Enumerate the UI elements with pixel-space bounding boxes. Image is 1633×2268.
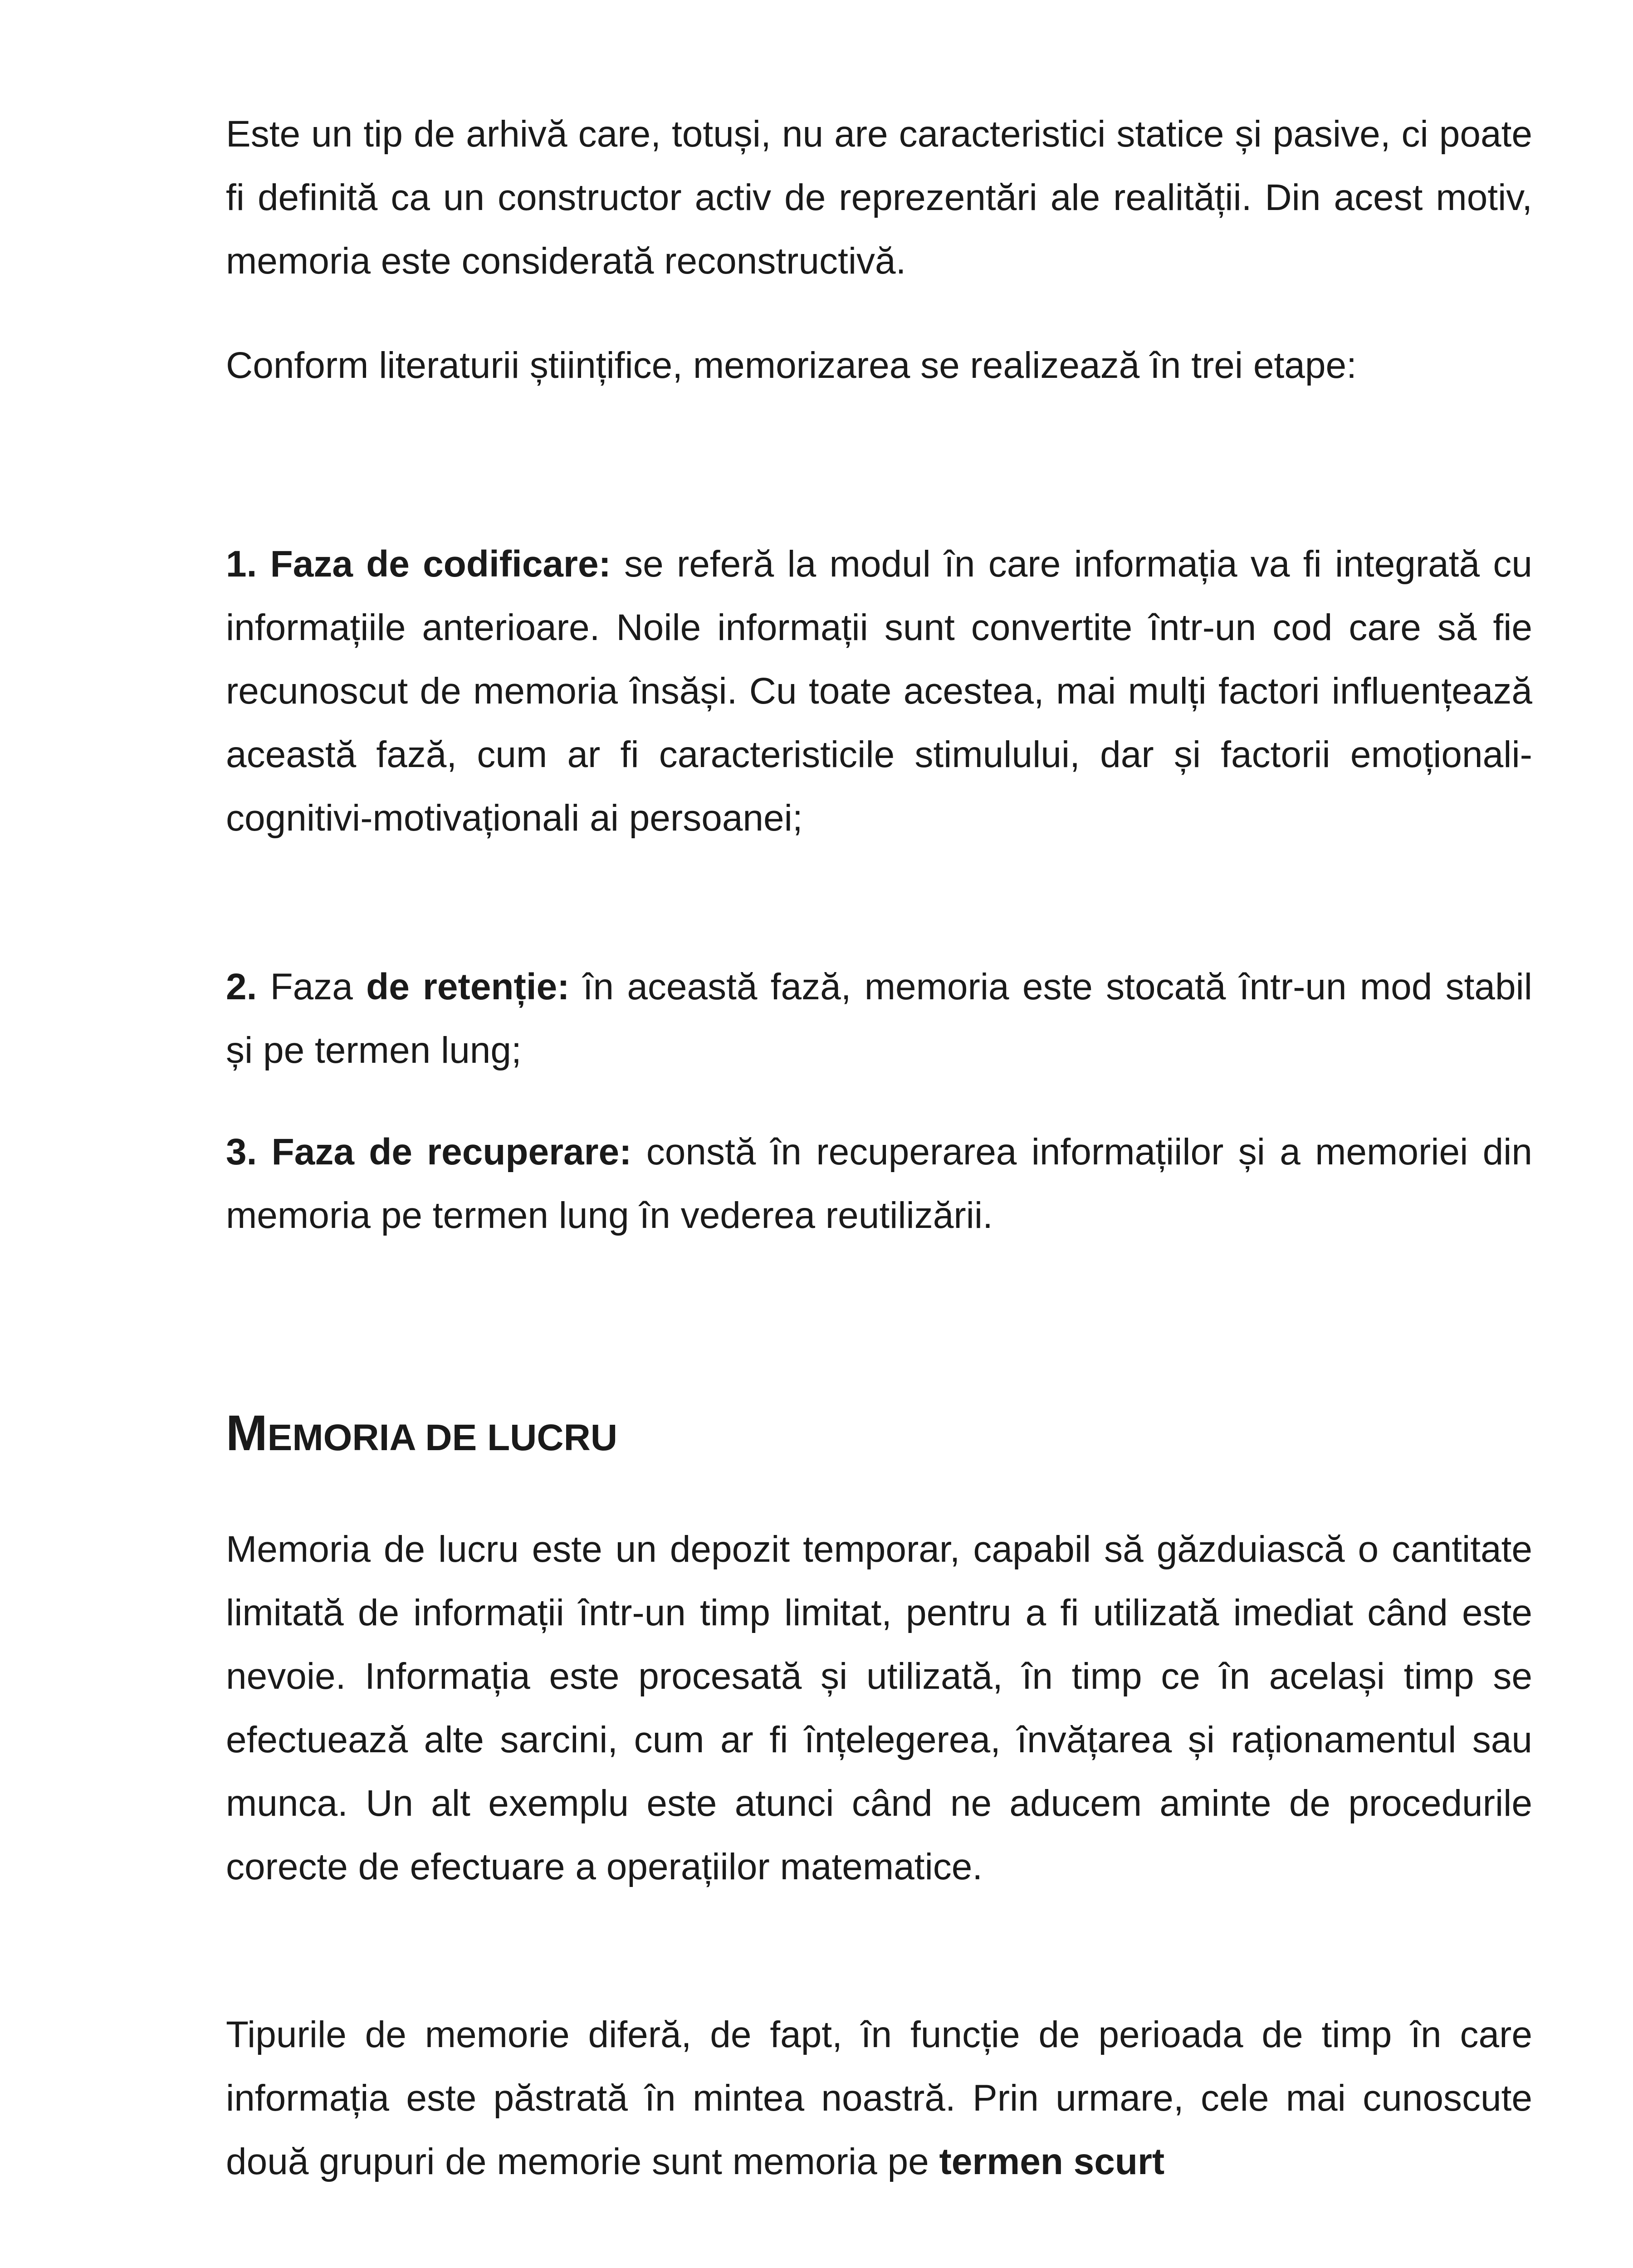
memory-types-text: Tipurile de memorie diferă, de fapt, în funcție de perioada de timp în care informația este păstrată în mintea noastră. Prin urmare, cele mai cunoscute două grupuri de memorie sunt memoria pe [226, 2014, 1532, 2182]
working-memory-paragraph [226, 1518, 1532, 1899]
stages-intro-paragraph [226, 334, 1532, 397]
phase-2-number: 2. [226, 966, 257, 1007]
intro-text: Este un tip de arhivă care, totuși, nu are caracteristici statice și pasive, ci poate fi definită ca un constructor activ de reprezentări ale realității. Din acest motiv, memoria este considerată reconstructivă. [226, 113, 1532, 282]
heading-rest: EMORIA DE LUCRU [267, 1417, 618, 1458]
short-term-bold: termen scurt [939, 2141, 1165, 2182]
phase-1-label: 1. Faza de codificare: [226, 543, 611, 585]
working-memory-text: Memoria de lucru este un depozit temporar, capabil să găzduiască o cantitate limitată de informații într-un timp limitat, pentru a fi utilizată imediat când este nevoie. Informația este procesată și utilizată, în timp ce în același timp se efectuează alte sarcini, cum ar fi înțelegerea, învățarea și raționamentul sau munca. Un alt exemplu este atunci când ne aducem aminte de procedurile corecte de efectuare a operațiilor matematice. [226, 1529, 1532, 1887]
stages-intro-text: Conform literaturii științifice, memorizarea se realizează în trei etape: [226, 345, 1357, 386]
phase-1-paragraph [226, 533, 1532, 850]
intro-paragraph [226, 103, 1532, 293]
memory-types-paragraph [226, 2003, 1532, 2194]
phase-3-paragraph [226, 1120, 1532, 1247]
phase-2-label: de retenție: [366, 966, 570, 1007]
phase-2-text: în această fază, memoria este stocată într-un mod stabil și pe termen lung; [226, 966, 1532, 1071]
phase-3-label: 3. Faza de recuperare: [226, 1131, 632, 1173]
phase-2-paragraph [226, 955, 1532, 1082]
phase-2-prefix: Faza [257, 966, 367, 1007]
section-heading [226, 1402, 617, 1479]
phase-3-text: constă în recuperarea informațiilor și a memoriei din memoria pe termen lung în vederea reutilizării. [226, 1131, 1532, 1236]
heading-initial: M [226, 1405, 268, 1461]
phase-1-text: se referă la modul în care informația va fi integrată cu informațiile anterioare. Noile informații sunt convertite într-un cod care să fie recunoscut de memoria însăși. Cu toate acestea, mai mulți factori influențează această fază, cum ar fi caracteristicile stimulului, dar și factorii emoționali-cognitivi-motivaționali ai persoanei; [226, 543, 1532, 839]
